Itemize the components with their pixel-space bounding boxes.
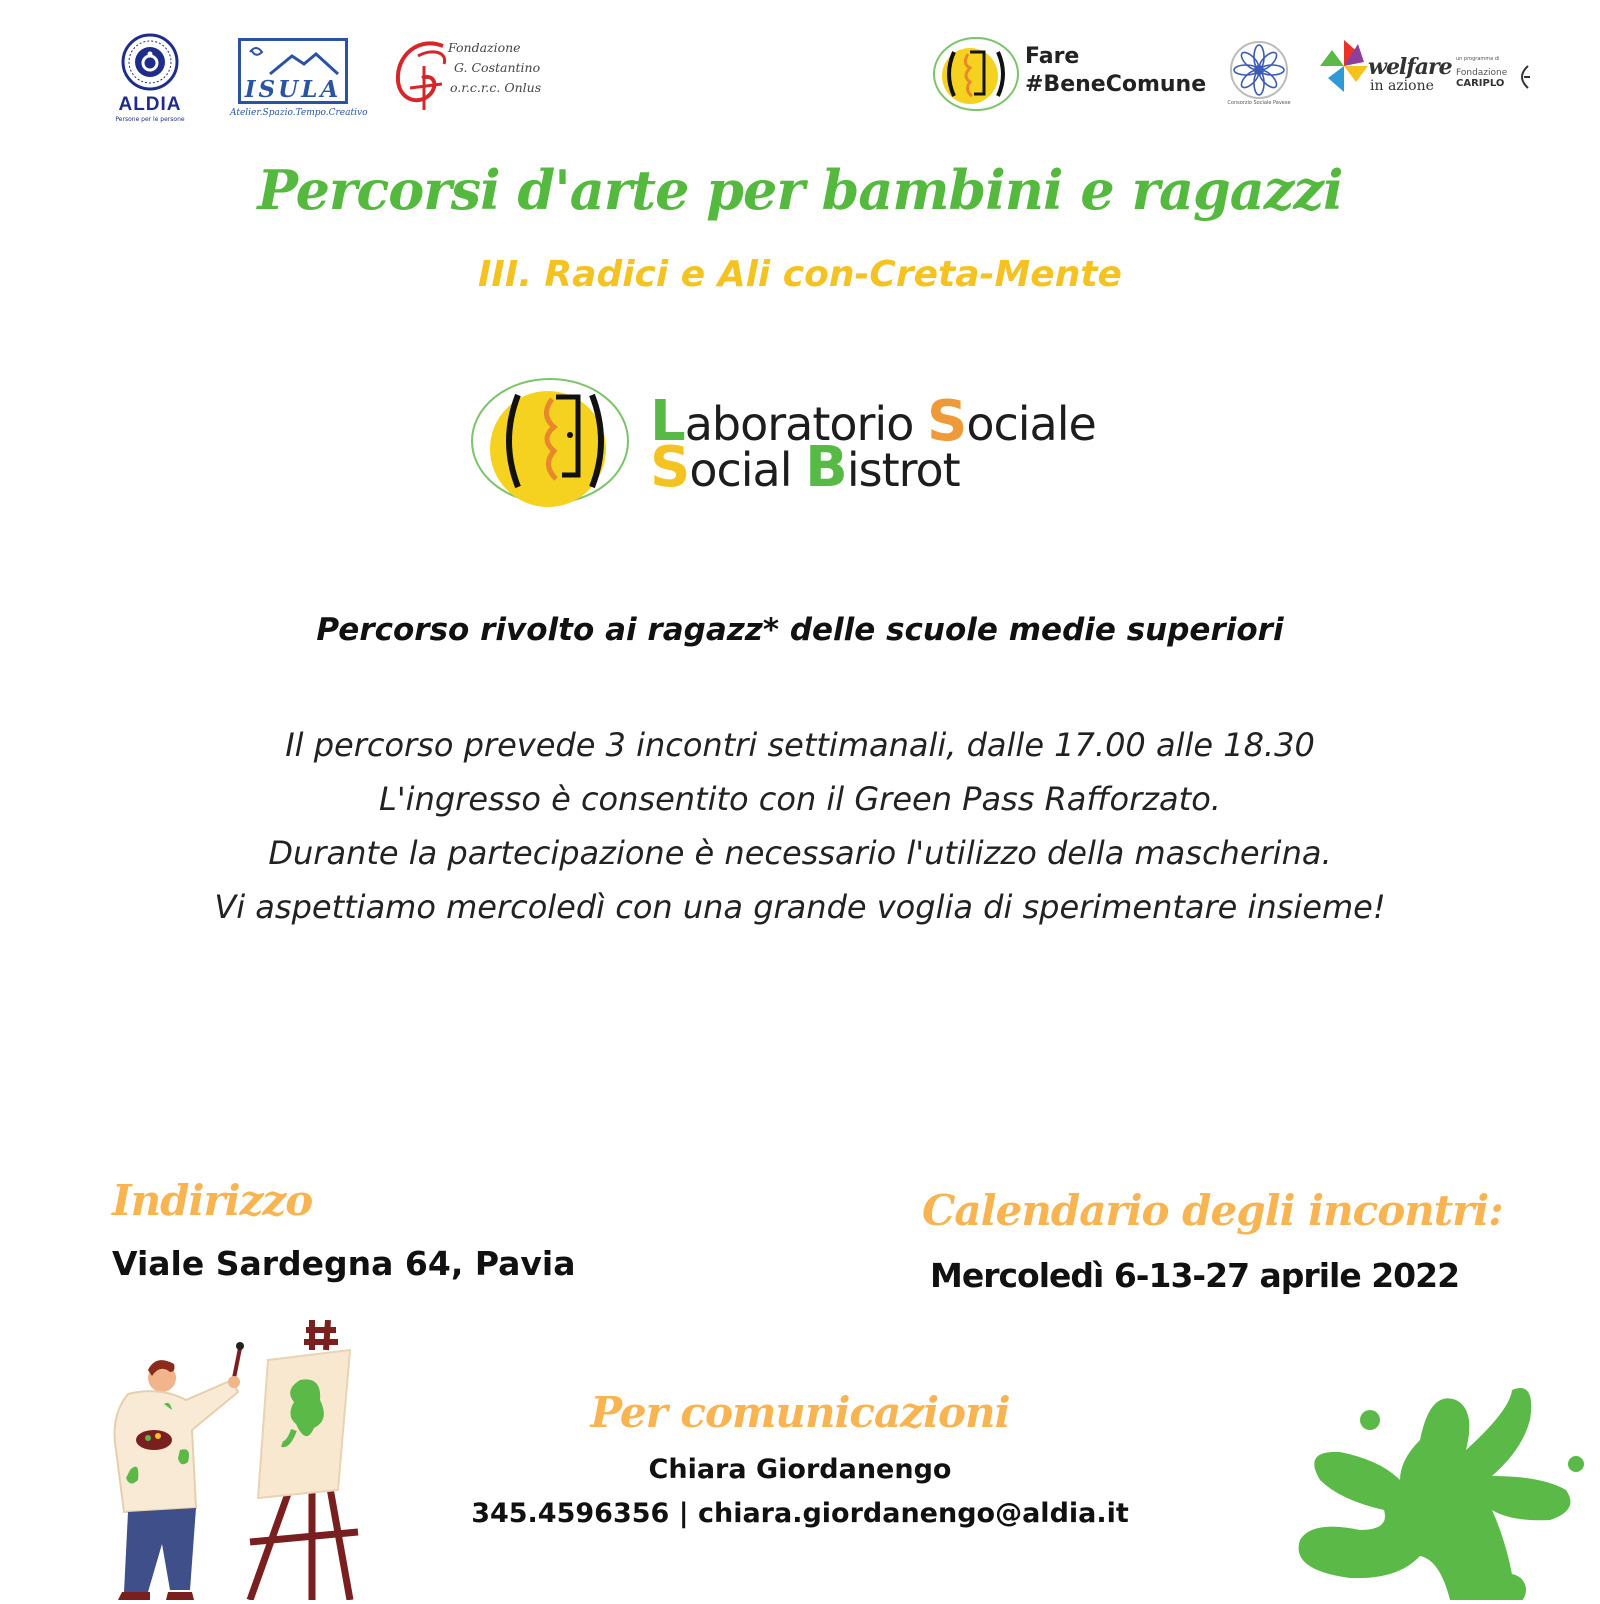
laboratorio-line2 <box>650 435 960 500</box>
bistrot-word-rest: istrot <box>846 443 960 497</box>
description-line: Il percorso prevede 3 incontri settimanali, dalle 17.00 alle 18.30 <box>285 726 1315 764</box>
isula-tagline: Atelier.Spazio.Tempo.Creativo <box>230 108 368 118</box>
calendar-label: Calendario degli incontri: <box>922 1186 1503 1235</box>
fondazione-line3: o.r.c.r.c. Onlus <box>450 80 542 95</box>
target-audience: Percorso rivolto ai ragazz* delle scuole medie superiori <box>316 612 1284 648</box>
address-value: Viale Sardegna 64, Pavia <box>112 1244 576 1283</box>
description-line: L'ingresso è consentito con il Green Pass Rafforzato. <box>379 780 1221 818</box>
page-title: Percorsi d'arte per bambini e ragazzi <box>257 158 1343 222</box>
laboratorio-word2-rest: ociale <box>966 397 1096 451</box>
description-line: Durante la partecipazione è necessario l'utilizzo della mascherina. <box>268 834 1332 872</box>
cariplo-line1: Fondazione <box>1456 68 1508 78</box>
welfare-line1: welfare <box>1368 54 1452 80</box>
pinwheel-icon <box>1318 36 1370 102</box>
painter-at-easel-icon <box>100 1320 380 1600</box>
paint-splash-icon <box>1280 1380 1600 1600</box>
contact-details: 345.4596356 | chiara.giordanengo@aldia.it <box>471 1498 1129 1529</box>
contact-label: Per comunicazioni <box>590 1388 1010 1437</box>
social-letter-s: S <box>650 435 690 500</box>
welfare-in-azione-logo <box>1318 36 1452 102</box>
description <box>0 718 1600 934</box>
green-paint-splash <box>1280 1380 1600 1600</box>
bistrot-letter-b: B <box>805 435 847 500</box>
consorzio-logo <box>1228 40 1290 112</box>
fare-bene-comune-line2: #BeneComune <box>1025 72 1207 97</box>
welfare-line2: in azione <box>1370 78 1434 94</box>
laboratorio-face-icon <box>470 375 635 515</box>
fare-bene-comune-face-icon <box>930 34 1022 114</box>
aldia-name: ALDIA <box>118 94 182 115</box>
fare-bene-comune-line1: Fare <box>1025 44 1080 69</box>
laboratorio-letter-s: S <box>926 389 967 454</box>
contact-name: Chiara Giordanengo <box>648 1454 952 1485</box>
isula-mountain-icon <box>240 42 346 78</box>
aldia-tagline: Persone per le persone <box>115 116 185 123</box>
laboratorio-letter-l: L <box>650 389 685 454</box>
social-word-rest: ocial <box>689 443 806 497</box>
flower-emblem-icon <box>1228 40 1290 100</box>
fare-bene-comune-logo <box>930 34 1205 114</box>
isula-logo <box>230 36 368 124</box>
cariplo-mark-icon <box>1512 62 1532 92</box>
cariplo-line2: CARIPLO <box>1456 78 1505 89</box>
aldia-emblem-icon <box>110 32 190 94</box>
fondazione-line1: Fondazione <box>448 40 521 55</box>
fondazione-text <box>448 38 568 98</box>
aldia-logo <box>110 32 190 122</box>
fondazione-cariplo-logo <box>1456 56 1546 100</box>
laboratorio-word1-rest: aboratorio <box>684 397 927 451</box>
fondazione-line2: G. Costantino <box>454 60 541 75</box>
address-label: Indirizzo <box>112 1176 313 1225</box>
fondazione-costantino-logo <box>388 36 563 116</box>
calendar-value: Mercoledì 6-13-27 aprile 2022 <box>930 1256 1460 1295</box>
cariplo-pre: un programma di <box>1456 56 1500 62</box>
laboratorio-sociale-logo <box>470 375 1110 515</box>
page-subtitle: III. Radici e Ali con-Creta-Mente <box>478 254 1122 295</box>
isula-name: ISULA <box>244 76 342 103</box>
painter-illustration <box>100 1320 380 1600</box>
description-line: Vi aspettiamo mercoledì con una grande voglia di sperimentare insieme! <box>214 888 1386 926</box>
consorzio-tagline: Consorzio Sociale Pavese <box>1227 100 1291 106</box>
